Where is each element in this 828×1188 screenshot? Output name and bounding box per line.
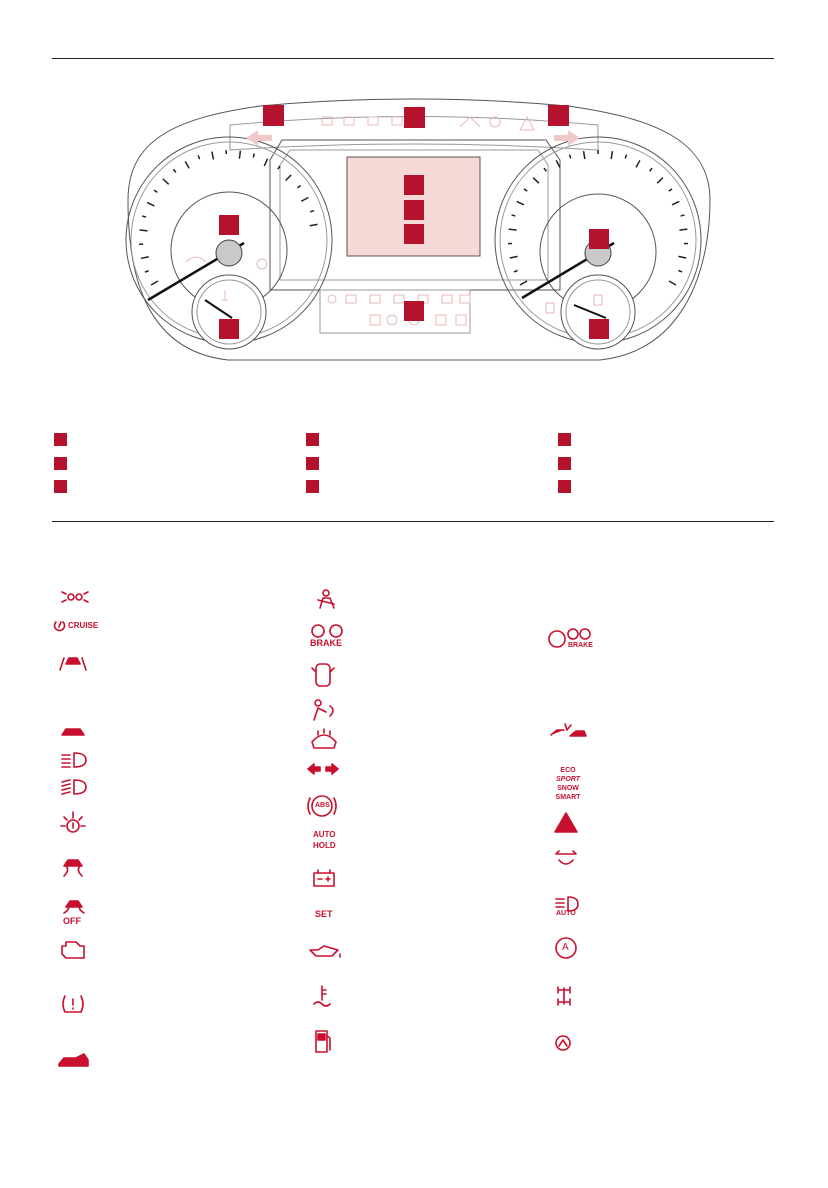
- gauge-tick: [669, 281, 676, 285]
- gauge-tick: [173, 169, 175, 172]
- gauge-tick: [625, 155, 626, 159]
- drive-mode-smart: SMART: [555, 794, 581, 801]
- tpms-icon: [63, 996, 83, 1012]
- gauge-tick: [569, 155, 570, 159]
- gauge-tick: [678, 270, 682, 271]
- gauge-tick: [310, 211, 314, 212]
- cruise-icon: [55, 622, 65, 631]
- daytime-running-light-icon: [62, 592, 88, 602]
- cruise-label: CRUISE: [68, 621, 99, 630]
- turn-signal-icon: [308, 764, 338, 774]
- gauge-tick: [310, 224, 318, 225]
- auto-headlamp-icon: [556, 897, 578, 911]
- legend-marker: [306, 480, 319, 493]
- trunk-open-icon: [59, 1054, 88, 1066]
- auto-hold-line2: HOLD: [313, 841, 336, 850]
- esc-off-label: OFF: [63, 916, 81, 926]
- drive-mode-snow: SNOW: [557, 785, 579, 792]
- bulb-warning-icon: [61, 812, 85, 832]
- gauge-tick: [650, 168, 652, 171]
- coolant-temp-icon: [314, 986, 330, 1006]
- abs-label: ABS: [315, 802, 330, 809]
- gauge-tick: [672, 201, 679, 204]
- gauge-tick: [142, 216, 146, 217]
- set-label: SET: [315, 909, 333, 919]
- gauge-tick: [524, 189, 527, 191]
- gauge-tick: [212, 152, 214, 160]
- washer-fluid-icon: [312, 729, 336, 748]
- gauge-tick: [636, 160, 640, 167]
- legend-marker: [54, 433, 67, 446]
- gauge-tick: [154, 190, 157, 192]
- legend-marker: [306, 433, 319, 446]
- awd-icon: [558, 987, 570, 1005]
- drive-mode-sport: SPORT: [556, 776, 580, 783]
- door-open-icon: [312, 664, 334, 686]
- gauge-tick: [198, 155, 199, 159]
- gauge-tick: [669, 189, 672, 191]
- gauge-tick: [297, 185, 300, 187]
- gauge-tick: [681, 215, 685, 216]
- gauge-tick: [544, 168, 546, 171]
- legend-marker: [558, 480, 571, 493]
- legend-marker: [558, 433, 571, 446]
- brake-label: BRAKE: [310, 638, 343, 648]
- instrument-cluster-diagram: [0, 0, 828, 400]
- gauge-tick: [514, 270, 518, 271]
- gauge-tick: [301, 197, 308, 201]
- esc-icon: [64, 860, 82, 876]
- gauge-tick: [264, 159, 267, 166]
- auto-a-label: A: [562, 942, 569, 953]
- fuel-icon: [316, 1031, 330, 1052]
- airbag-icon: [314, 700, 333, 720]
- gauge-tick: [509, 229, 517, 230]
- check-engine-icon: [62, 942, 84, 958]
- gauge-tick: [678, 256, 686, 258]
- battery-icon: [314, 870, 334, 886]
- auto-headlamp-label: AUTO: [556, 910, 576, 917]
- oil-pressure-icon: [310, 946, 340, 957]
- gauge-tick: [517, 201, 524, 204]
- gauge-tick: [163, 179, 169, 184]
- gauge-tick: [611, 151, 612, 159]
- gauge-tick: [140, 230, 148, 231]
- high-beam-icon: [62, 780, 86, 794]
- gauge-tick: [185, 161, 189, 168]
- gauge-tick: [239, 151, 240, 159]
- front-car-icon: [62, 729, 84, 735]
- gauge-tick: [151, 281, 158, 285]
- gauge-tick: [141, 257, 149, 259]
- legend-marker: [54, 457, 67, 470]
- low-beam-icon: [62, 753, 86, 767]
- steering-warning-icon: [556, 851, 576, 864]
- gauge-tick: [147, 203, 154, 206]
- brake-abs-label: BRAKE: [568, 642, 593, 649]
- gauge-tick: [510, 256, 518, 258]
- legend-marker: [558, 457, 571, 470]
- auto-hold-line1: AUTO: [313, 830, 336, 839]
- legend-marker: [306, 457, 319, 470]
- section-rule: [52, 521, 774, 522]
- gauge-tick: [145, 271, 149, 272]
- legend-marker: [54, 480, 67, 493]
- master-warning-icon: [555, 813, 577, 832]
- lane-keeping-icon: [60, 658, 86, 670]
- gauge-tick: [520, 281, 527, 285]
- gauge-tick: [286, 175, 292, 181]
- gauge-tick: [657, 178, 663, 184]
- gauge-tick: [533, 178, 539, 184]
- seatbelt-icon: [318, 590, 334, 608]
- drive-mode-eco: ECO: [560, 767, 576, 774]
- forward-collision-icon: [551, 724, 586, 736]
- gauge-tick: [512, 215, 516, 216]
- gauge-tick: [556, 160, 560, 167]
- gauge-tick: [584, 151, 585, 159]
- esc-off-icon: [64, 901, 84, 913]
- parking-brake-icon: [312, 625, 342, 637]
- power-steering-warning-icon: [556, 1036, 570, 1050]
- gauge-tick: [679, 229, 687, 230]
- gauge-tick: [253, 154, 254, 158]
